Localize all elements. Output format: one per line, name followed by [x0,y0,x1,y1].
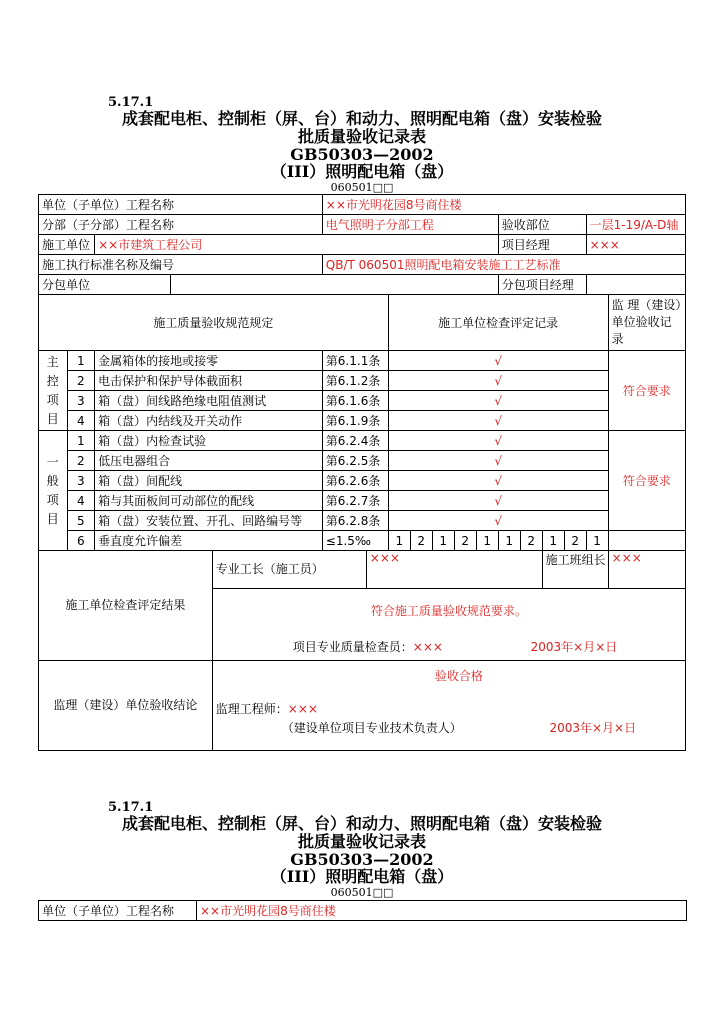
standard-label: 施工执行标准名称及编号 [39,255,323,275]
subdivision-value: 电气照明子分部工程 [322,215,498,235]
main-item-no: 3 [67,391,94,411]
unit-value-repeat: ××市光明花园8号商住楼 [197,901,687,921]
general-item-check: √ [388,471,608,491]
engineer-value: ××× [287,702,318,716]
form-subtitle-repeat: （III）照明配电箱（盘） [270,867,454,886]
main-item-no: 2 [67,371,94,391]
unit-label-repeat: 单位（子单位）工程名称 [39,901,197,921]
acceptance-part-label: 验收部位 [498,215,586,235]
contractor-result: 符合施工质量验收规范要求。 [212,589,685,633]
main-item-clause: 第6.1.6条 [322,391,388,411]
inspector-label: 项目专业质量检查员： [292,639,413,654]
section-number: 5.17.1 [108,95,154,110]
spec-column-header: 施工质量验收规范规定 [39,295,389,351]
form-title-line2-repeat: 批质量验收记录表 [297,832,426,851]
inspector-value: ××× [412,639,443,654]
subcontractor-pm-label: 分包项目经理 [498,275,586,295]
main-item-name: 金属箱体的接地或接零 [95,351,323,371]
general-item-name: 箱（盘）内检查试验 [95,431,323,451]
deviation-name: 垂直度允许偏差 [95,531,323,551]
general-item-check: √ [388,431,608,451]
inspection-form-table [38,194,686,751]
contractor-date: 2003年×月×日 [530,639,618,654]
standard-code-repeat: GB50303—2002 [290,850,434,869]
general-item-check: √ [388,511,608,531]
main-item-check: √ [388,411,608,431]
supervision-result: 验收合格 [434,669,483,683]
main-items-conclusion: 符合要求 [608,351,685,431]
team-leader-label: 施工班组长 [542,551,608,589]
general-item-clause: 第6.2.8条 [322,511,388,531]
main-item-check: √ [388,371,608,391]
general-item-clause: 第6.2.6条 [322,471,388,491]
main-item-no: 1 [67,351,94,371]
general-item-name: 箱（盘）间配线 [95,471,323,491]
form-title-line1-repeat: 成套配电柜、控制柜（屏、台）和动力、照明配电箱（盘）安装检验 [121,814,602,833]
main-item-clause: 第6.1.1条 [322,351,388,371]
subcontractor-label: 分包单位 [39,275,171,295]
main-item-name: 箱（盘）间线路绝缘电阻值测试 [95,391,323,411]
general-item-no: 4 [67,491,94,511]
form-code-repeat: 060501□□ [330,886,394,899]
general-item-check: √ [388,451,608,471]
main-item-name: 箱（盘）内结线及开关动作 [95,411,323,431]
deviation-value: 1 [586,531,608,551]
subdivision-label: 分部（子分部）工程名称 [39,215,323,235]
general-item-clause: 第6.2.5条 [322,451,388,471]
main-item-clause: 第6.1.2条 [322,371,388,391]
main-item-check: √ [388,351,608,371]
general-item-no: 1 [67,431,94,451]
main-item-check: √ [388,391,608,411]
general-item-no: 3 [67,471,94,491]
foreman-label: 专业工长（施工员） [212,551,366,589]
project-manager-label: 项目经理 [498,235,586,255]
main-item-clause: 第6.1.9条 [322,411,388,431]
general-items-conclusion: 符合要求 [608,431,685,531]
form-subtitle: （III）照明配电箱（盘） [270,162,454,181]
standard-value: QB/T 060501照明配电箱安装施工工艺标准 [322,255,685,275]
form-title-line1: 成套配电柜、控制柜（屏、台）和动力、照明配电箱（盘）安装检验 [121,109,602,128]
foreman-value: ××× [366,551,542,589]
main-items-group-label: 主控项目 [39,351,68,431]
engineer-label: 监理工程师： [215,702,288,716]
deviation-tolerance: ≤1.5‰ [322,531,388,551]
unit-value: ××市光明花园8号商住楼 [322,195,685,215]
team-leader-value: ××× [608,551,685,589]
deviation-value: 1 [432,531,454,551]
general-item-clause: 第6.2.7条 [322,491,388,511]
deviation-value: 1 [388,531,410,551]
form-code: 060501□□ [330,181,394,194]
record-column-header: 施工单位检查评定记录 [388,295,608,351]
general-item-name: 低压电器组合 [95,451,323,471]
deviation-value: 2 [520,531,542,551]
general-item-name: 箱与其面板间可动部位的配线 [95,491,323,511]
deviation-no: 6 [67,531,94,551]
supervision-column-header: 监 理（建设）单位验收记录 [608,295,685,351]
subcontractor-value [170,275,498,295]
standard-code: GB50303—2002 [290,145,434,164]
contractor-value: ××市建筑工程公司 [95,235,499,255]
unit-label: 单位（子单位）工程名称 [39,195,323,215]
general-item-check: √ [388,491,608,511]
project-manager-value: ××× [586,235,685,255]
main-item-name: 电击保护和保护导体截面积 [95,371,323,391]
general-item-clause: 第6.2.4条 [322,431,388,451]
deviation-value: 2 [564,531,586,551]
general-item-no: 2 [67,451,94,471]
general-item-name: 箱（盘）安装位置、开孔、回路编号等 [95,511,323,531]
general-item-no: 5 [67,511,94,531]
deviation-blank [608,531,685,551]
section-number-repeat: 5.17.1 [108,800,154,815]
deviation-value: 1 [476,531,498,551]
acceptance-part-value: 一层1-19/A-D轴 [586,215,685,235]
general-items-group-label: 一般项目 [39,431,68,551]
deviation-value: 1 [498,531,520,551]
deviation-value: 2 [454,531,476,551]
deviation-value: 2 [410,531,432,551]
contractor-eval-label: 施工单位检查评定结果 [39,551,213,661]
form-title-line2: 批质量验收记录表 [297,127,426,146]
deviation-value: 1 [542,531,564,551]
supervision-eval-label: 监理（建设）单位验收结论 [39,661,213,751]
contractor-label: 施工单位 [39,235,95,255]
main-item-no: 4 [67,411,94,431]
supervision-date: 2003年×月×日 [549,721,637,735]
supervision-note: （建设单位项目专业技术负责人） [281,721,462,735]
subcontractor-pm-value [586,275,685,295]
inspection-form-table-repeat [38,900,687,921]
